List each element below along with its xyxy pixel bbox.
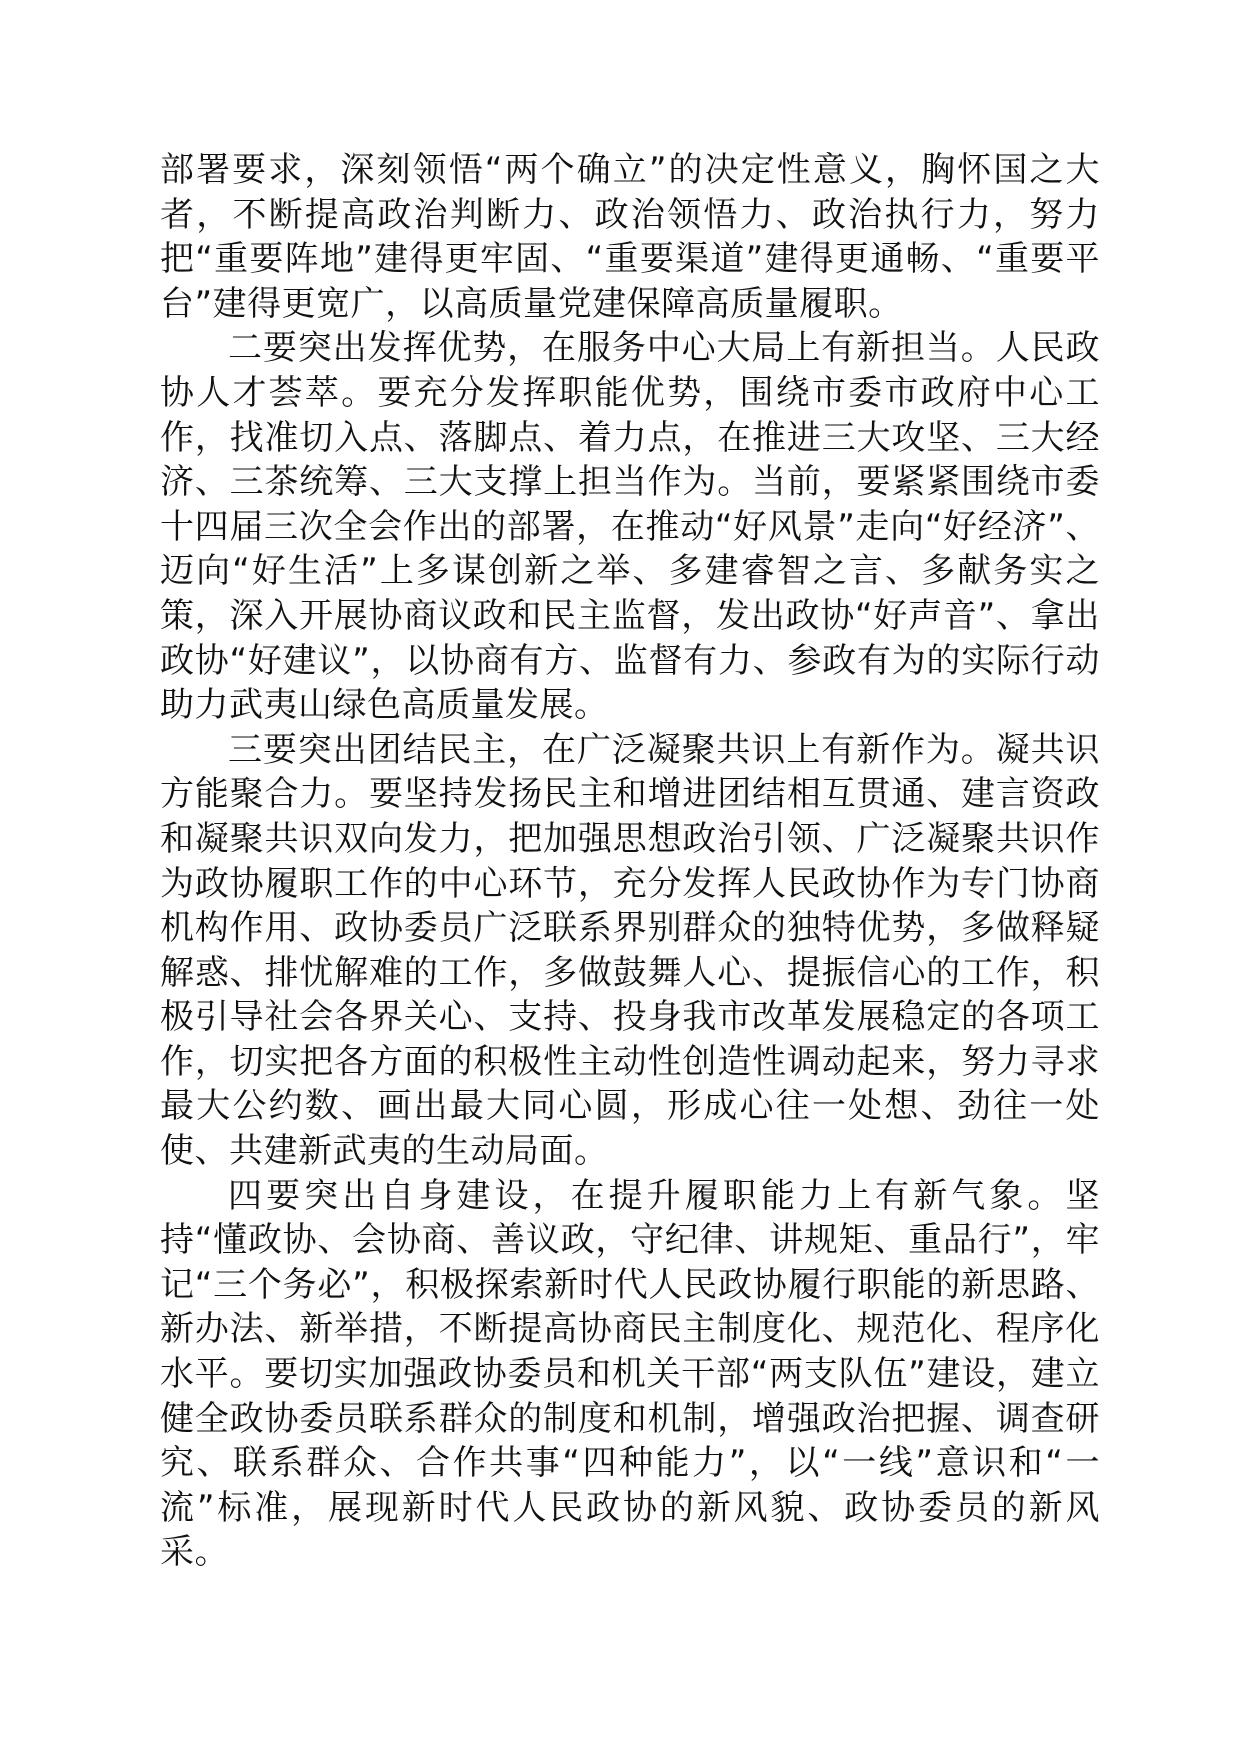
paragraph-unity-democracy: 三要突出团结民主，在广泛凝聚共识上有新作为。凝共识方能聚合力。要坚持发扬民主和增进团结相互贯通、建言资政和凝聚共识双向发力，把加强思想政治引领、广泛凝聚共识作为政协履职工作的中心环节，充分发挥人民政协作为专门协商机构作用、政协委员广泛联系界别群众的独特优势，多做释疑解惑、排忧解难的工作，多做鼓舞人心、提振信心的工作，积极引导社会各界关心、支持、投身我市改革发展稳定的各项工作，切实把各方面的积极性主动性创造性调动起来，努力寻求最大公约数、画出最大同心圆，形成心往一处想、劲往一处使、共建新武夷的生动局面。 — [160, 729, 1100, 1172]
paragraph-party-building: 部署要求，深刻领悟“两个确立”的决定性意义，胸怀国之大者，不断提高政治判断力、政治领悟力、政治执行力，努力把“重要阵地”建得更牢固、“重要渠道”建得更通畅、“重要平台”建得更宽广，以高质量党建保障高质量履职。 — [160, 150, 1100, 324]
paragraph-self-building: 四要突出自身建设，在提升履职能力上有新气象。坚持“懂政协、会协商、善议政，守纪律、讲规矩、重品行”，牢记“三个务必”，积极探索新时代人民政协履行职能的新思路、新办法、新举措，不断提高协商民主制度化、规范化、程序化水平。要切实加强政协委员和机关干部“两支队伍”建设，建立健全政协委员联系群众的制度和机制，增强政治把握、调查研究、联系群众、合作共事“四种能力”，以“一线”意识和“一流”标准，展现新时代人民政协的新风貌、政协委员的新风采。 — [160, 1175, 1100, 1573]
paragraph-advantages: 二要突出发挥优势，在服务中心大局上有新担当。人民政协人才荟萃。要充分发挥职能优势，围绕市委市政府中心工作，找准切入点、落脚点、着力点，在推进三大攻坚、三大经济、三茶统筹、三大支撑上担当作为。当前，要紧紧围绕市委十四届三次全会作出的部署，在推动“好风景”走向“好经济”、迈向“好生活”上多谋创新之举、多建睿智之言、多献务实之策，深入开展协商议政和民主监督，发出政协“好声音”、拿出政协“好建议”，以协商有方、监督有力、参政有为的实际行动助力武夷山绿色高质量发展。 — [160, 328, 1100, 726]
document-body — [160, 148, 1100, 1575]
